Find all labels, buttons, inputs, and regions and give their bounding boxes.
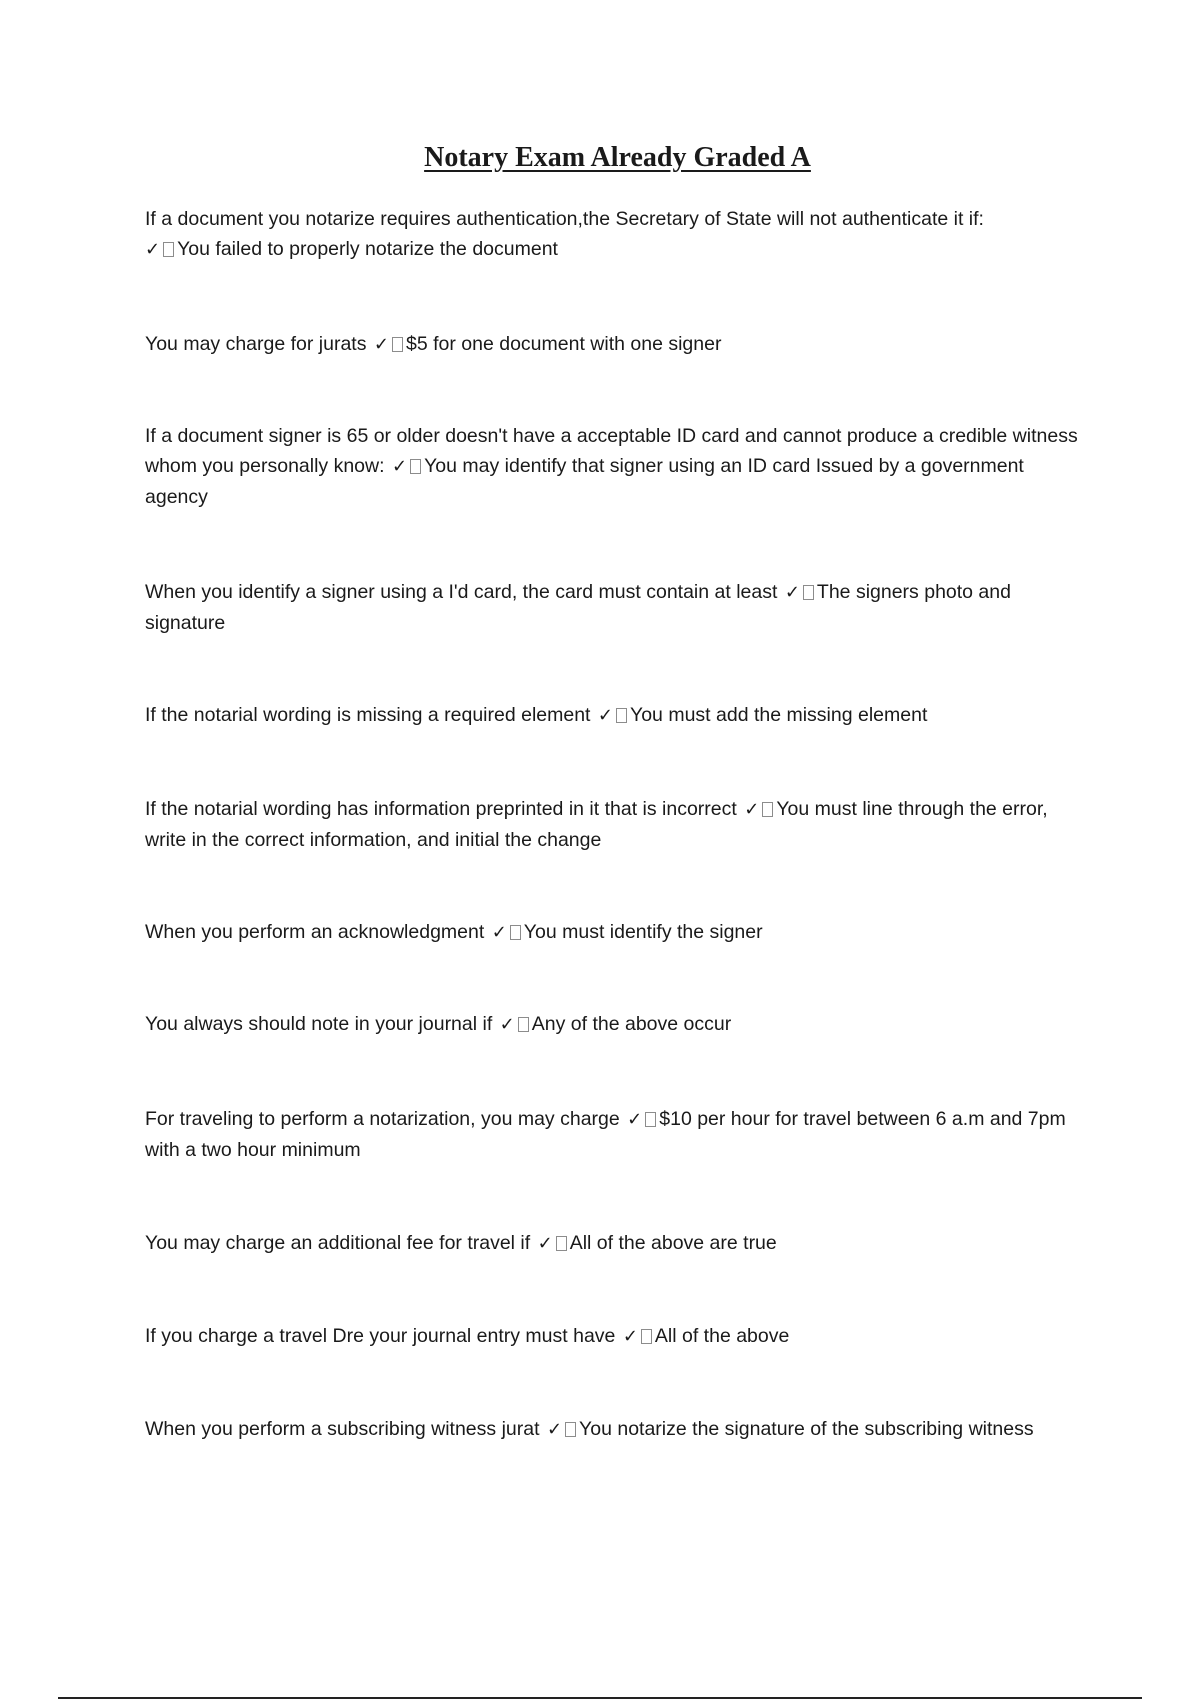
question-item [145, 1414, 1090, 1445]
footer-divider [58, 1697, 1142, 1699]
answer-text: You failed to properly notarize the document [177, 238, 558, 260]
empty-checkbox-icon [410, 459, 421, 474]
question-text: If a document signer is 65 or older doesn't have a acceptable ID card and cannot produce a credible witness whom you personally know: [145, 425, 1078, 477]
empty-checkbox-icon [510, 925, 521, 940]
check-mark-icon: ✓ [546, 1419, 563, 1440]
check-mark-icon: ✓ [391, 456, 408, 477]
answer-text: All of the above [654, 1325, 790, 1347]
answer-text: Any of the above occur [531, 1013, 732, 1035]
question-text: You always should note in your journal if [145, 1013, 493, 1035]
answer-text: All of the above are true [569, 1232, 777, 1254]
check-mark-icon: ✓ [537, 1233, 553, 1254]
empty-checkbox-icon [762, 802, 773, 817]
answer-text: $5 for one document with one signer [406, 333, 722, 355]
empty-checkbox-icon [392, 337, 403, 352]
question-item [145, 794, 1090, 855]
question-text: For traveling to perform a notarization, you may charge [145, 1108, 620, 1130]
question-text: If you charge a travel Dre your journal entry must have [145, 1325, 616, 1347]
question-text: When you perform an acknowledgment [145, 921, 485, 943]
question-item [145, 1228, 1090, 1259]
answer-text: $10 per hour for travel between 6 a.m and 7pm with a two hour minimum [145, 1108, 1066, 1161]
empty-checkbox-icon [518, 1017, 529, 1032]
check-mark-icon: ✓ [597, 705, 613, 726]
question-item [145, 329, 1090, 360]
check-mark-icon: ✓ [627, 1109, 643, 1130]
answer-text: You notarize the signature of the subscribing witness [579, 1418, 1034, 1440]
answer-text: You must identify the signer [523, 921, 763, 943]
check-mark-icon: ✓ [622, 1326, 638, 1347]
question-item [145, 700, 1090, 731]
answer-text: You must add the missing element [630, 704, 928, 726]
answer-text: You must line through the error, write in the correct information, and initial the change [145, 798, 1048, 851]
empty-checkbox-icon [645, 1112, 656, 1127]
question-text: When you perform a subscribing witness jurat [145, 1418, 540, 1440]
check-mark-icon: ✓ [491, 922, 507, 943]
question-text: If the notarial wording has information preprinted in it that is incorrect [145, 798, 737, 820]
answer-text: The signers photo and signature [145, 581, 1011, 634]
check-mark-icon: ✓ [145, 239, 161, 260]
check-mark-icon: ✓ [784, 582, 800, 603]
question-item [145, 917, 1090, 948]
question-item [145, 1104, 1090, 1165]
check-mark-icon: ✓ [744, 799, 760, 820]
question-text: If a document you notarize requires authentication,the Secretary of State will not authenticate it if: [145, 208, 984, 230]
empty-checkbox-icon [556, 1236, 567, 1251]
empty-checkbox-icon [163, 242, 174, 257]
empty-checkbox-icon [616, 708, 627, 723]
answer-text: You may identify that signer using an ID card Issued by a government agency [145, 455, 1024, 508]
empty-checkbox-icon [641, 1329, 652, 1344]
empty-checkbox-icon [803, 585, 814, 600]
question-text: You may charge an additional fee for travel if [145, 1232, 531, 1254]
check-mark-icon: ✓ [373, 334, 389, 355]
page-title: Notary Exam Already Graded A [424, 142, 811, 173]
question-text: You may charge for jurats [145, 333, 367, 355]
question-text: When you identify a signer using a I'd card, the card must contain at least [145, 581, 778, 603]
question-item [145, 577, 1090, 638]
question-item [145, 204, 1090, 265]
question-text: If the notarial wording is missing a required element [145, 704, 591, 726]
check-mark-icon: ✓ [499, 1014, 515, 1035]
empty-checkbox-icon [565, 1422, 576, 1437]
question-item [145, 1321, 1090, 1352]
question-item [145, 1009, 1090, 1040]
question-item [145, 421, 1090, 512]
